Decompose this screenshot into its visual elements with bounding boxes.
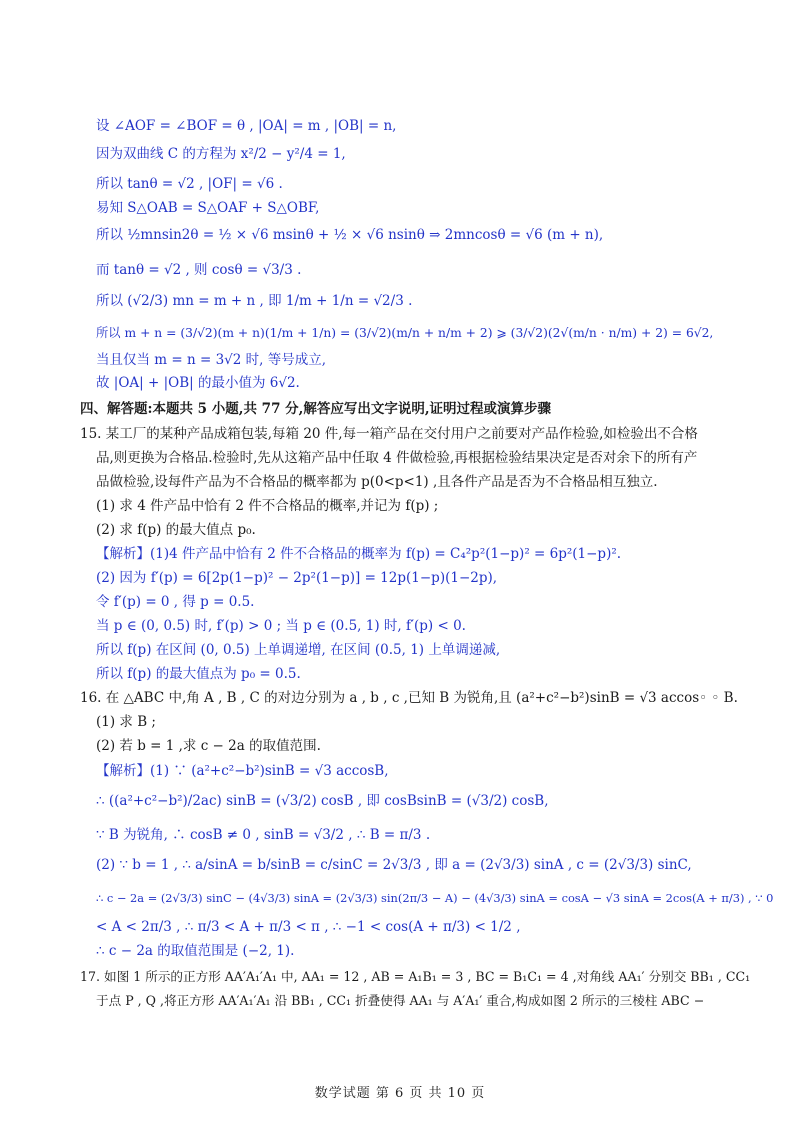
solution-line: 当 p ∈ (0, 0.5) 时, f′(p) > 0 ; 当 p ∈ (0.5, 1) 时, f′(p) < 0. [96, 618, 466, 634]
solution-line: 当且仅当 m = n = 3√2 时, 等号成立, [96, 352, 327, 368]
solution-line: 所以 f(p) 的最大值点为 p₀ = 0.5. [96, 666, 301, 682]
solution-line: 所以 m + n = (3/√2)(m + n)(1/m + 1/n) = (3/√2)(m/n + n/m + 2) ⩾ (3/√2)(2√(m/n · n/m) + 2) = 6√2, [96, 326, 714, 340]
question-stem-line: (2) 若 b = 1 ,求 c − 2a 的取值范围. [96, 738, 321, 754]
solution-line: 令 f′(p) = 0 , 得 p = 0.5. [96, 594, 255, 610]
solution-line: 易知 S△OAB = S△OAF + S△OBF, [96, 200, 320, 216]
question-stem-line: 品,则更换为合格品.检验时,先从这箱产品中任取 4 件做检验,再根据检验结果决定是否对余下的所有产 [96, 450, 698, 466]
question-stem-line: 品做检验,设每件产品为不合格品的概率都为 p(0<p<1) ,且各件产品是否为不合格品相互独立. [96, 474, 658, 490]
section-title: 四、解答题:本题共 5 小题,共 77 分,解答应写出文字说明,证明过程或演算步骤 [80, 401, 552, 417]
solution-line: 设 ∠AOF = ∠BOF = θ , |OA| = m , |OB| = n, [96, 118, 397, 134]
question-stem-line: (2) 求 f(p) 的最大值点 p₀. [96, 522, 256, 538]
question-stem-line: (1) 求 B ; [96, 714, 156, 730]
solution-line: ∴ ((a²+c²−b²)/2ac) sinB = (√3/2) cosB , 即 cosBsinB = (√3/2) cosB, [96, 793, 549, 809]
solution-line: < A < 2π/3 , ∴ π/3 < A + π/3 < π , ∴ −1 < cos(A + π/3) < 1/2 , [96, 919, 521, 935]
solution-line: ∴ c − 2a 的取值范围是 (−2, 1). [96, 943, 295, 959]
solution-line: ∵ B 为锐角, ∴ cosB ≠ 0 , sinB = √3/2 , ∴ B = π/3 . [96, 827, 431, 843]
page-footer: 数学试题 第 6 页 共 10 页 [314, 1086, 486, 1101]
question-stem-line: 15. 某工厂的某种产品成箱包装,每箱 20 件,每一箱产品在交付用户之前要对产品作检验,如检验出不合格 [80, 426, 698, 442]
solution-line: 故 |OA| + |OB| 的最小值为 6√2. [96, 375, 300, 391]
solution-line: 而 tanθ = √2 , 则 cosθ = √3/3 . [96, 262, 302, 278]
solution-line: 所以 (√2/3) mn = m + n , 即 1/m + 1/n = √2/3 . [96, 293, 413, 309]
question-stem-line: 16. 在 △ABC 中,角 A , B , C 的对边分别为 a , b , c ,已知 B 为锐角,且 (a²+c²−b²)sinB = √3 accos◦ ◦ B. [80, 690, 738, 706]
question-stem-line: 17. 如图 1 所示的正方形 AA′A₁′A₁ 中, AA₁ = 12 , AB = A₁B₁ = 3 , BC = B₁C₁ = 4 ,对角线 AA₁′ 分别交 BB₁ , CC₁ [80, 969, 751, 984]
question-stem-line: 于点 P , Q ,将正方形 AA′A₁′A₁ 沿 BB₁ , CC₁ 折叠使得 AA₁ 与 A′A₁′ 重合,构成如图 2 所示的三棱柱 ABC − [96, 993, 705, 1008]
solution-line: (2) 因为 f′(p) = 6[2p(1−p)² − 2p²(1−p)] = 12p(1−p)(1−2p), [96, 570, 498, 586]
solution-line: ∴ c − 2a = (2√3/3) sinC − (4√3/3) sinA = (2√3/3) sin(2π/3 − A) − (4√3/3) sinA = cosA − √3 sinA = 2cos(A + π/3) , ∵ 0 [96, 891, 774, 905]
solution-line: 【解析】(1) ∵ (a²+c²−b²)sinB = √3 accosB, [96, 763, 389, 779]
solution-line: 因为双曲线 C 的方程为 x²/2 − y²/4 = 1, [96, 146, 346, 162]
solution-line: 所以 tanθ = √2 , |OF| = √6 . [96, 176, 283, 192]
question-stem-line: (1) 求 4 件产品中恰有 2 件不合格品的概率,并记为 f(p) ; [96, 498, 439, 514]
solution-line: 所以 ½mnsin2θ = ½ × √6 msinθ + ½ × √6 nsinθ ⇒ 2mncosθ = √6 (m + n), [96, 227, 604, 243]
solution-line: (2) ∵ b = 1 , ∴ a/sinA = b/sinB = c/sinC = 2√3/3 , 即 a = (2√3/3) sinA , c = (2√3/3) sinC, [96, 857, 692, 873]
solution-line: 【解析】(1)4 件产品中恰有 2 件不合格品的概率为 f(p) = C₄²p²(1−p)² = 6p²(1−p)². [96, 546, 622, 562]
solution-line: 所以 f(p) 在区间 (0, 0.5) 上单调递增, 在区间 (0.5, 1) 上单调递减, [96, 642, 501, 658]
